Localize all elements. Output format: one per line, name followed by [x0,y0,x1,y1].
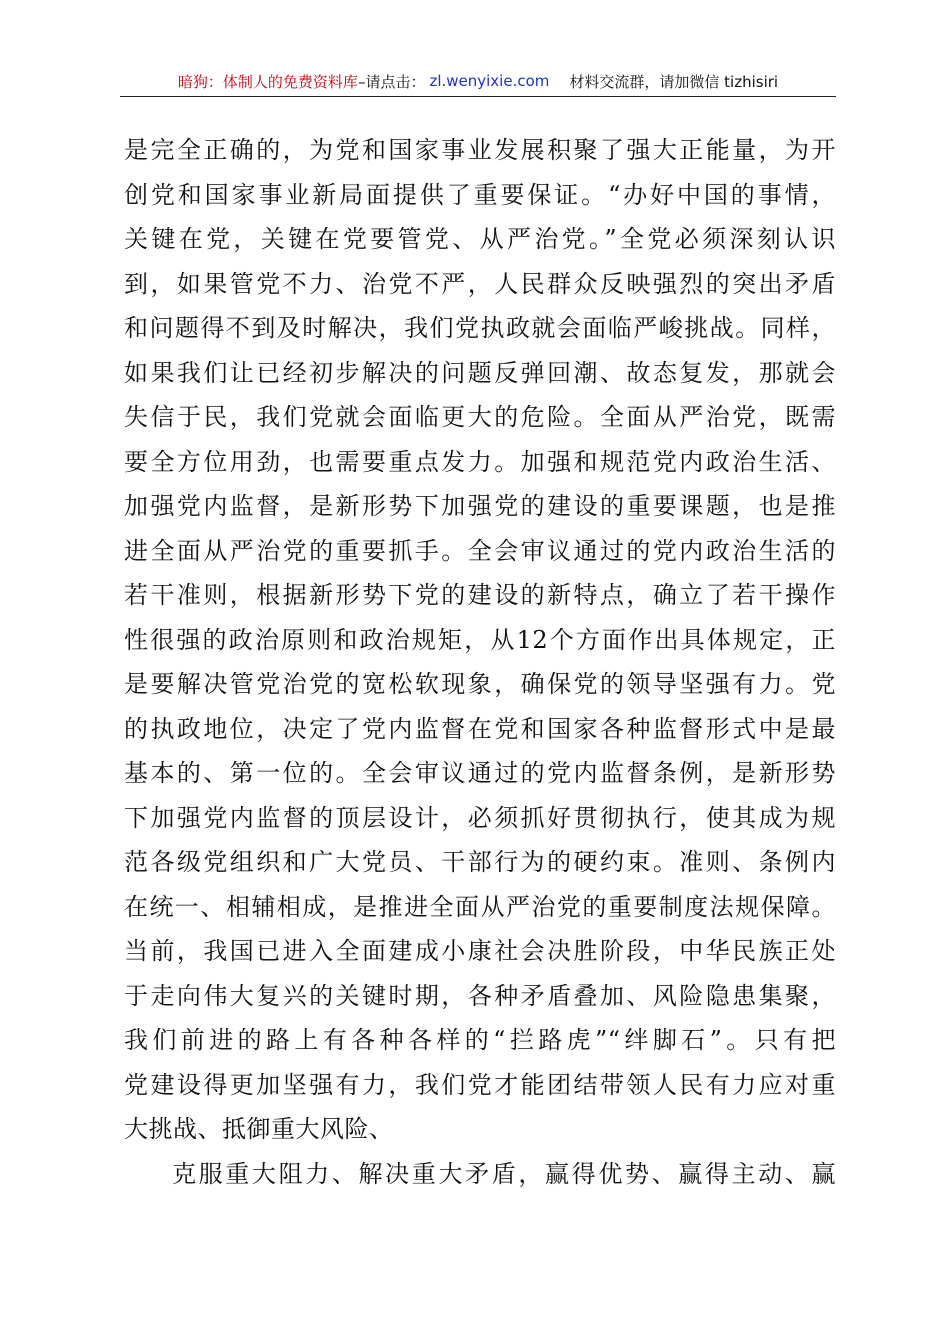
page-header [120,66,836,96]
body-line: 范各级党组织和广大党员、干部行为的硬约束。准则、条例内 [124,848,836,876]
body-line: 下加强党内监督的顶层设计，必须抓好贯彻执行，使其成为规 [124,803,836,832]
body-line: 要全方位用劲，也需要重点发力。加强和规范党内政治生活、 [124,447,836,476]
body-line: 进全面从严治党的重要抓手。全会审议通过的党内政治生活的 [124,536,836,565]
paragraph-start-line: 克服重大阻力、解决重大矛盾，赢得优势、赢得主动、赢 [172,1159,836,1188]
header-url-link[interactable]: zl.wenyixie.com [429,72,550,90]
body-line: 在统一、相辅相成，是推进全面从严治党的重要制度法规保障。 [124,892,836,921]
body-line: 大挑战、抵御重大风险、 [124,1115,394,1143]
body-line: 若干准则，根据新形势下党的建设的新特点，确立了若干操作 [124,581,836,609]
body-line: 性很强的政治原则和政治规矩，从12个方面作出具体规定，正 [124,625,836,654]
body-line: 加强党内监督，是新形势下加强党的建设的重要课题，也是推 [124,492,836,520]
body-line: 是要解决管党治党的宽松软现象，确保党的领导坚强有力。党 [124,670,836,698]
body-line: 的执政地位，决定了党内监督在党和国家各种监督形式中是最 [124,714,836,743]
body-line: 如果我们让已经初步解决的问题反弹回潮、故态复发，那就会 [124,358,836,387]
body-line: 于走向伟大复兴的关键时期，各种矛盾叠加、风险隐患集聚， [124,981,836,1010]
header-wechat-note: 材料交流群，请加微信 tizhisiri [569,72,779,91]
header-click-prompt: –请点击： [357,72,426,91]
header-divider [120,96,836,97]
body-text [124,128,836,1196]
body-line: 到，如果管党不力、治党不严，人民群众反映强烈的突出矛盾 [124,269,836,298]
header-brand: 暗狗：体制人的免费资料库 [177,72,358,91]
body-line: 基本的、第一位的。全会审议通过的党内监督条例，是新形势 [124,759,836,787]
body-line: 我们前进的路上有各种各样的“拦路虎”“绊脚石”。只有把 [124,1026,836,1054]
body-line: 关键在党，关键在党要管党、从严治党。”全党必须深刻认识 [124,225,836,253]
body-line: 和问题得不到及时解决，我们党执政就会面临严峻挑战。同样， [124,314,836,342]
body-line: 失信于民，我们党就会面临更大的危险。全面从严治党，既需 [124,403,836,431]
body-line: 创党和国家事业新局面提供了重要保证。“办好中国的事情， [124,180,836,209]
body-line: 党建设得更加坚强有力，我们党才能团结带领人民有力应对重 [124,1070,836,1099]
body-line: 是完全正确的，为党和国家事业发展积聚了强大正能量，为开 [124,136,836,164]
body-line: 当前，我国已进入全面建成小康社会决胜阶段，中华民族正处 [124,937,836,965]
